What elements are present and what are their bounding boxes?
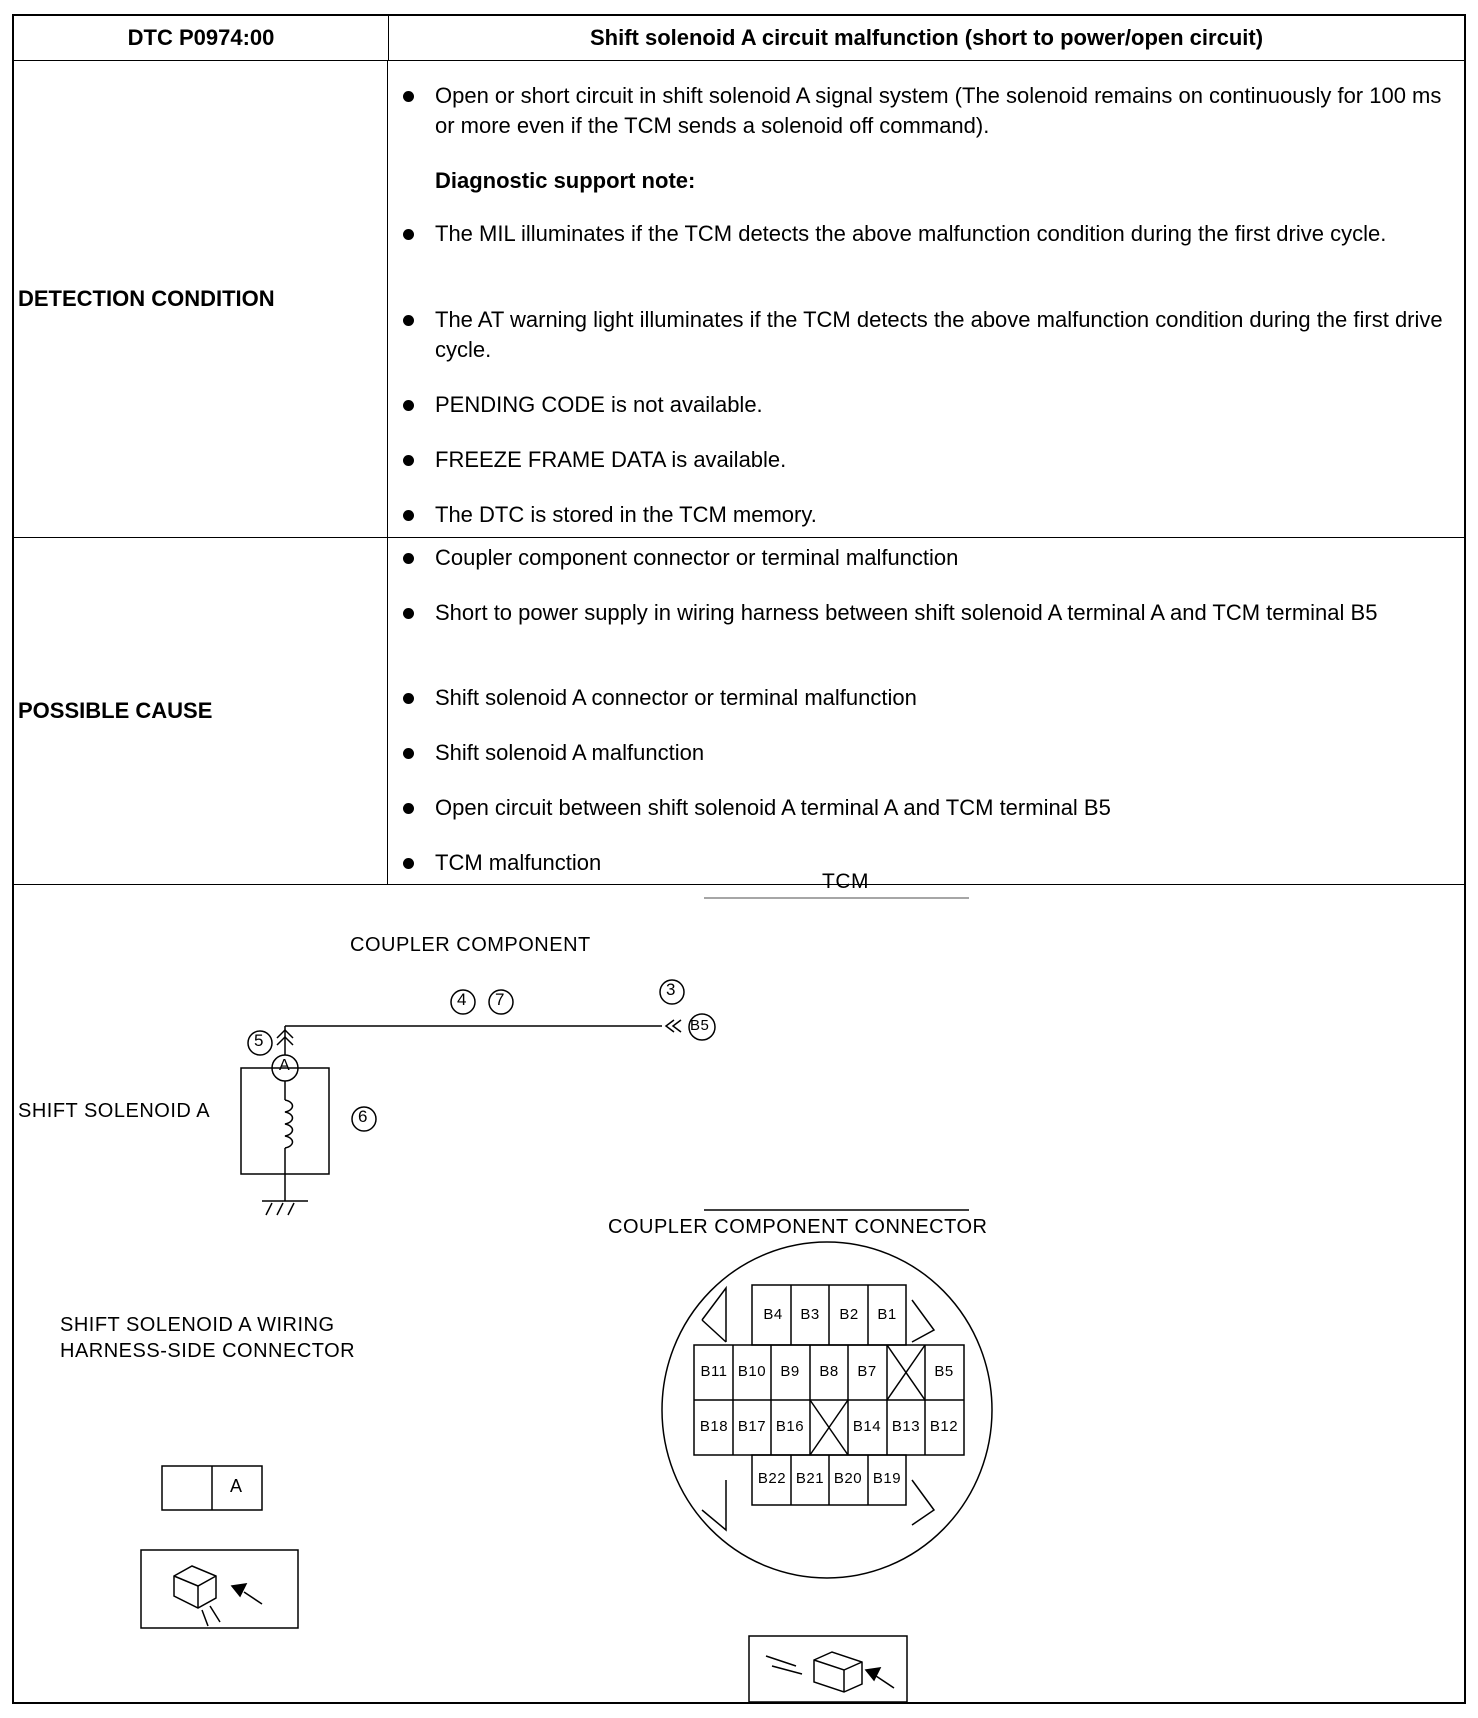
bullet-icon: [403, 229, 414, 240]
step-3-number: 3: [666, 980, 676, 999]
key-guide: [702, 1480, 726, 1530]
harness-terminal-a: A: [230, 1476, 243, 1496]
pin-label: B22: [757, 1470, 787, 1487]
pin-label: B17: [737, 1418, 767, 1435]
tcm-label: TCM: [822, 870, 869, 893]
terminal-b5-label: B5: [690, 1017, 710, 1034]
list-item: The AT warning light illuminates if the TCM detects the above malfunction condition during the first drive cycle.: [435, 305, 1444, 365]
pin-label: B11: [700, 1363, 728, 1380]
bullet-icon: [403, 803, 414, 814]
step-5-number: 5: [254, 1031, 264, 1050]
bullet-icon: [403, 455, 414, 466]
dtc-title: Shift solenoid A circuit malfunction (short to power/open circuit): [589, 25, 1264, 50]
pin-label: B5: [934, 1363, 954, 1380]
pin-label: B9: [780, 1363, 800, 1380]
list-item: Shift solenoid A malfunction: [435, 738, 1444, 768]
list-item: Coupler component connector or terminal malfunction: [435, 543, 1444, 573]
detection-label: DETECTION CONDITION: [14, 60, 388, 537]
pin-label: B14: [852, 1418, 882, 1435]
wiring-diagram: [14, 870, 1464, 1702]
ground-hatch: [277, 1203, 283, 1215]
list-item: The DTC is stored in the TCM memory.: [435, 500, 1444, 530]
pin-label: B13: [891, 1418, 921, 1435]
pin-label: B16: [775, 1418, 805, 1435]
pin-label: B12: [929, 1418, 959, 1435]
detection-body: [389, 60, 1464, 537]
step-7-number: 7: [495, 990, 505, 1009]
bullet-icon: [403, 748, 414, 759]
bullet-icon: [403, 608, 414, 619]
pin-label: B19: [872, 1470, 902, 1487]
key-guide: [912, 1300, 934, 1342]
harness-connector-title-1: SHIFT SOLENOID A WIRING: [60, 1314, 335, 1336]
bullet-icon: [403, 553, 414, 564]
pin-label: B10: [737, 1363, 767, 1380]
step-4-number: 4: [457, 990, 467, 1009]
bullet-icon: [403, 91, 414, 102]
list-item: Open or short circuit in shift solenoid A signal system (The solenoid remains on continuously for 100 ms or more even if the TCM sends a solenoid off command).: [435, 81, 1444, 141]
list-item: Short to power supply in wiring harness between shift solenoid A terminal A and TCM terminal B5: [435, 598, 1444, 628]
list-item: PENDING CODE is not available.: [435, 390, 1444, 420]
harness-view-icon-box: [141, 1550, 298, 1628]
list-item: The MIL illuminates if the TCM detects the above malfunction condition during the first drive cycle.: [435, 219, 1444, 249]
possible-cause-body: [389, 537, 1464, 884]
possible-cause-label: POSSIBLE CAUSE: [14, 537, 388, 884]
note-heading: Diagnostic support note:: [435, 168, 696, 193]
solenoid-coil-icon: [285, 1100, 293, 1148]
list-item: Open circuit between shift solenoid A terminal A and TCM terminal B5: [435, 793, 1444, 823]
pin-label: B18: [699, 1418, 729, 1435]
pin-label: B4: [763, 1306, 783, 1323]
step-6-number: 6: [358, 1107, 368, 1126]
pin-label: B8: [819, 1363, 839, 1380]
wiring-diagram-graphic: [14, 870, 1464, 1702]
terminal-a-label: A: [279, 1057, 291, 1074]
connector-view-icon: [766, 1652, 894, 1692]
coupler-view-icon-box: [749, 1636, 907, 1702]
dtc-code: DTC P0974:00: [14, 16, 389, 60]
list-item: TCM malfunction: [435, 848, 1444, 878]
pin-label: B2: [839, 1306, 859, 1323]
pin-label: B20: [833, 1470, 863, 1487]
pin-label: B7: [857, 1363, 877, 1380]
bullet-icon: [403, 858, 414, 869]
b5-connector-arrow: [673, 1020, 681, 1032]
pin-label: B1: [877, 1306, 897, 1323]
coupler-connector-body: [662, 1242, 992, 1578]
list-item: FREEZE FRAME DATA is available.: [435, 445, 1444, 475]
bullet-icon: [403, 315, 414, 326]
table-header: [14, 16, 1464, 61]
connector-view-icon: [174, 1566, 262, 1626]
bullet-icon: [403, 510, 414, 521]
ground-hatch: [266, 1203, 272, 1215]
ground-hatch: [288, 1203, 294, 1215]
harness-connector-title-2: HARNESS-SIDE CONNECTOR: [60, 1340, 356, 1362]
coupler-component-label: COUPLER COMPONENT: [350, 934, 591, 956]
possible-cause-row: [14, 537, 1464, 885]
shift-solenoid-label: SHIFT SOLENOID A: [18, 1100, 211, 1122]
bullet-icon: [403, 693, 414, 704]
detection-row: [14, 60, 1464, 538]
list-item: Shift solenoid A connector or terminal malfunction: [435, 683, 1444, 713]
bullet-icon: [403, 400, 414, 411]
dtc-table: [12, 14, 1466, 1704]
key-guide: [912, 1480, 934, 1525]
pin-label: B21: [795, 1470, 825, 1487]
coupler-connector-title: COUPLER COMPONENT CONNECTOR: [608, 1216, 988, 1238]
pin-label: B3: [800, 1306, 820, 1323]
